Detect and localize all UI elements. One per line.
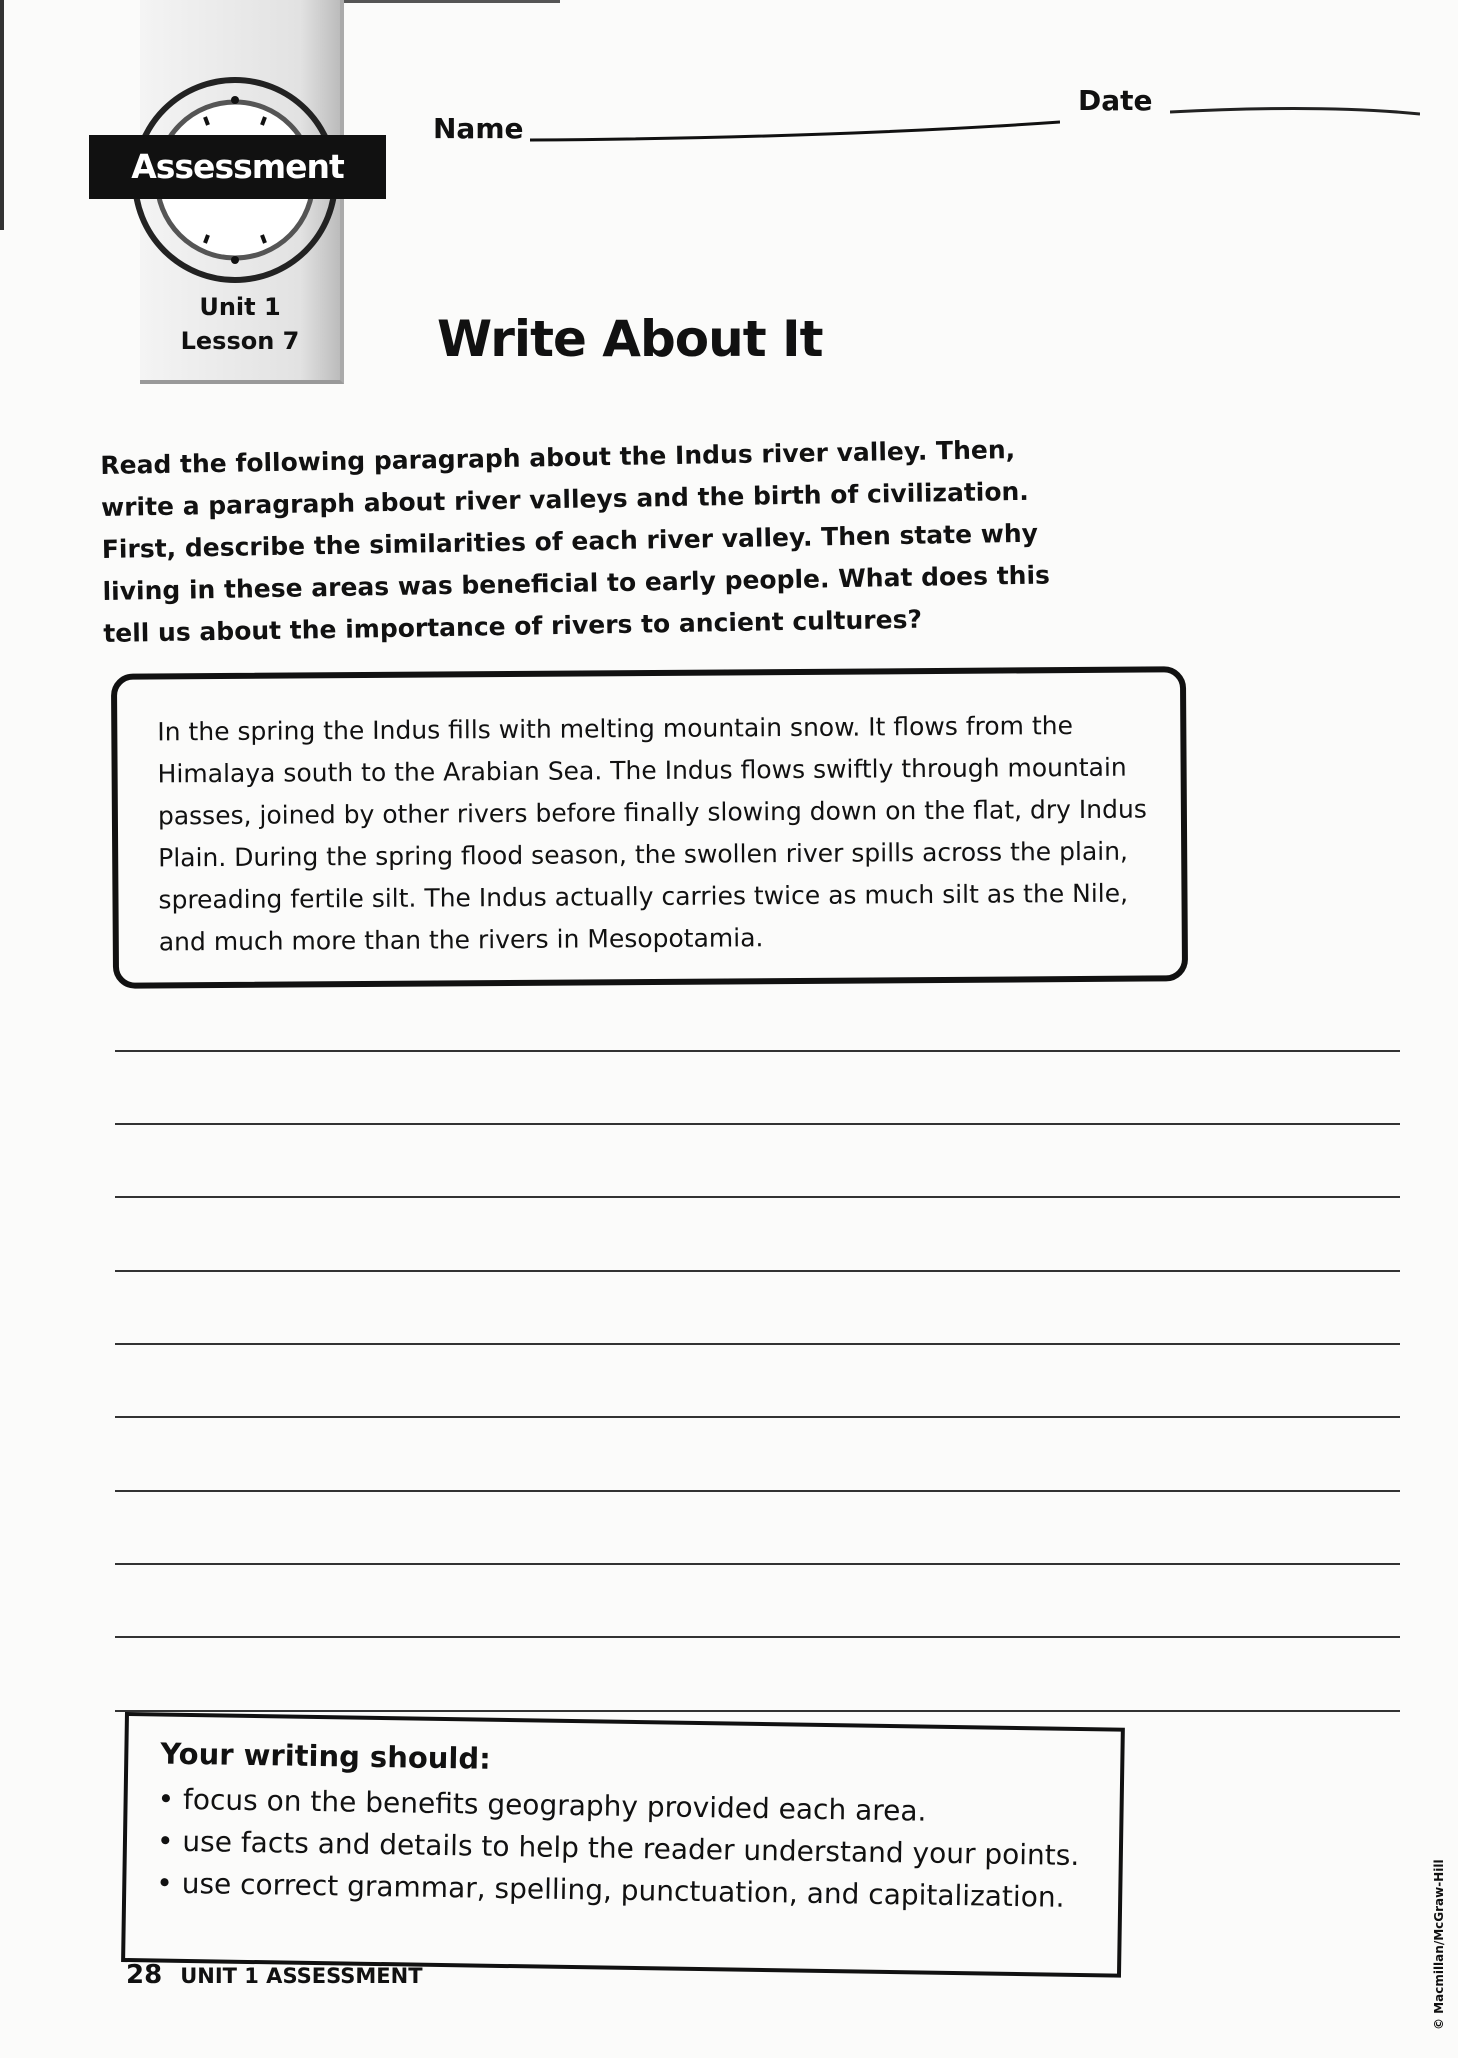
rubric-heading: Your writing should: [160, 1736, 491, 1776]
date-field[interactable] [1170, 100, 1420, 120]
writing-line[interactable] [115, 1490, 1400, 1492]
rubric-item: • use correct grammar, spelling, punctuation, and capitalization. [156, 1863, 1079, 1919]
lesson-label: Lesson 7 [180, 327, 300, 355]
footer-label: UNIT 1 ASSESSMENT [180, 1964, 423, 1988]
assessment-label: Assessment [89, 135, 386, 199]
name-label: Name [433, 112, 524, 145]
rubric-item: • use facts and details to help the reader understand your points. [157, 1821, 1080, 1877]
scan-edge [320, 0, 560, 3]
writing-line[interactable] [115, 1636, 1400, 1638]
unit-lesson [140, 290, 340, 358]
scan-edge [0, 0, 4, 230]
unit-label: Unit 1 [199, 293, 281, 321]
copyright: © Macmillan/McGraw-Hill [1432, 1859, 1446, 2030]
page-title: Write About It [437, 310, 823, 368]
writing-line[interactable] [115, 1050, 1400, 1052]
instructions: Read the following paragraph about the Indus river valley. Then, write a paragraph about river valleys and the birth of civilization. First, describe the similarities of each river valley. Then state why living in these areas was beneficial to early people. What does this tell us about the importance of rivers to ancient cultures? [100, 435, 1051, 648]
rubric-box [121, 1712, 1125, 1978]
writing-line[interactable] [115, 1343, 1400, 1345]
writing-line[interactable] [115, 1710, 1400, 1712]
writing-line[interactable] [115, 1416, 1400, 1418]
writing-line[interactable] [115, 1270, 1400, 1272]
writing-line[interactable] [115, 1563, 1400, 1565]
footer [126, 1960, 423, 1990]
passage-text: In the spring the Indus fills with melting mountain snow. It flows from the Himalaya south to the Arabian Sea. The Indus flows swiftly through mountain passes, joined by other rivers before finally slowing down on the flat, dry Indus Plain. During the spring flood season, the swollen river spills across the plain, spreading fertile silt. The Indus actually carries twice as much silt as the Nile, and much more than the rivers in Mesopotamia. [157, 711, 1147, 957]
name-field[interactable] [530, 120, 1060, 142]
date-label: Date [1078, 84, 1153, 117]
rubric-list [156, 1779, 1080, 1919]
writing-line[interactable] [115, 1196, 1400, 1198]
writing-line[interactable] [115, 1123, 1400, 1125]
passage-box [111, 666, 1188, 988]
page-number: 28 [126, 1960, 163, 1990]
rubric-item: • focus on the benefits geography provided each area. [157, 1779, 1080, 1835]
